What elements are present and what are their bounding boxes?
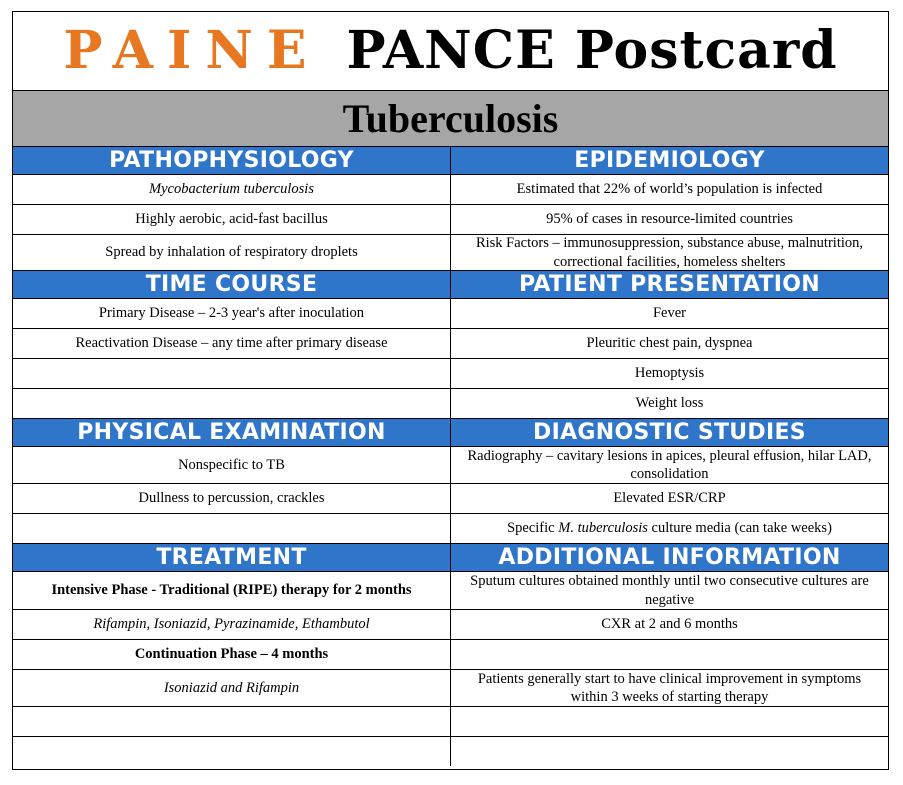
treatment-row: Isoniazid and Rifampin xyxy=(13,670,451,707)
additional-information-header: ADDITIONAL INFORMATION xyxy=(451,544,888,572)
diagnostic-studies-row xyxy=(451,514,888,544)
additional-information-row xyxy=(451,737,888,766)
diagnostic-studies-header: DIAGNOSTIC STUDIES xyxy=(451,419,888,447)
content-grid xyxy=(13,147,888,766)
epidemiology-row: Risk Factors – immunosuppression, substance abuse, malnutrition, correctional facilities, homeless shelters xyxy=(451,235,888,271)
postcard-title: PANCE Postcard xyxy=(346,20,838,81)
treatment-row xyxy=(13,707,451,737)
physical-examination-row: Nonspecific to TB xyxy=(13,447,451,484)
topic-title: Tuberculosis xyxy=(13,91,888,147)
pathophysiology-row: Highly aerobic, acid-fast bacillus xyxy=(13,205,451,235)
time-course-row: Primary Disease – 2-3 year's after inoculation xyxy=(13,299,451,329)
time-course-row: Reactivation Disease – any time after primary disease xyxy=(13,329,451,359)
diagnostic-studies-row: Radiography – cavitary lesions in apices, pleural effusion, hilar LAD, consolidation xyxy=(451,447,888,484)
brand-logo: PAINE xyxy=(63,20,321,81)
physical-examination-row: Dullness to percussion, crackles xyxy=(13,484,451,514)
epidemiology-row: 95% of cases in resource-limited countries xyxy=(451,205,888,235)
treatment-header: TREATMENT xyxy=(13,544,451,572)
culture-suffix: culture media (can take weeks) xyxy=(651,520,832,537)
organism-name: M. tuberculosis xyxy=(558,520,648,537)
additional-information-row: Patients generally start to have clinical improvement in symptoms within 3 weeks of starting therapy xyxy=(451,670,888,707)
additional-information-row: Sputum cultures obtained monthly until two consecutive cultures are negative xyxy=(451,572,888,610)
physical-examination-row xyxy=(13,514,451,544)
diagnostic-studies-row: Elevated ESR/CRP xyxy=(451,484,888,514)
postcard xyxy=(12,11,889,770)
additional-information-row xyxy=(451,707,888,737)
patient-presentation-row: Fever xyxy=(451,299,888,329)
treatment-row: Rifampin, Isoniazid, Pyrazinamide, Ethambutol xyxy=(13,610,451,640)
time-course-row xyxy=(13,389,451,419)
time-course-header: TIME COURSE xyxy=(13,271,451,299)
patient-presentation-header: PATIENT PRESENTATION xyxy=(451,271,888,299)
treatment-row: Intensive Phase - Traditional (RIPE) therapy for 2 months xyxy=(13,572,451,610)
time-course-row xyxy=(13,359,451,389)
additional-information-row xyxy=(451,640,888,670)
culture-prefix: Specific xyxy=(507,520,559,537)
treatment-row: Continuation Phase – 4 months xyxy=(13,640,451,670)
physical-examination-header: PHYSICAL EXAMINATION xyxy=(13,419,451,447)
patient-presentation-row: Hemoptysis xyxy=(451,359,888,389)
pathophysiology-row: Spread by inhalation of respiratory droplets xyxy=(13,235,451,271)
title-banner xyxy=(13,12,888,91)
pathophysiology-header: PATHOPHYSIOLOGY xyxy=(13,147,451,175)
additional-information-row: CXR at 2 and 6 months xyxy=(451,610,888,640)
epidemiology-header: EPIDEMIOLOGY xyxy=(451,147,888,175)
patient-presentation-row: Pleuritic chest pain, dyspnea xyxy=(451,329,888,359)
pathophysiology-row: Mycobacterium tuberculosis xyxy=(13,175,451,205)
treatment-row xyxy=(13,737,451,766)
epidemiology-row: Estimated that 22% of world’s population is infected xyxy=(451,175,888,205)
patient-presentation-row: Weight loss xyxy=(451,389,888,419)
